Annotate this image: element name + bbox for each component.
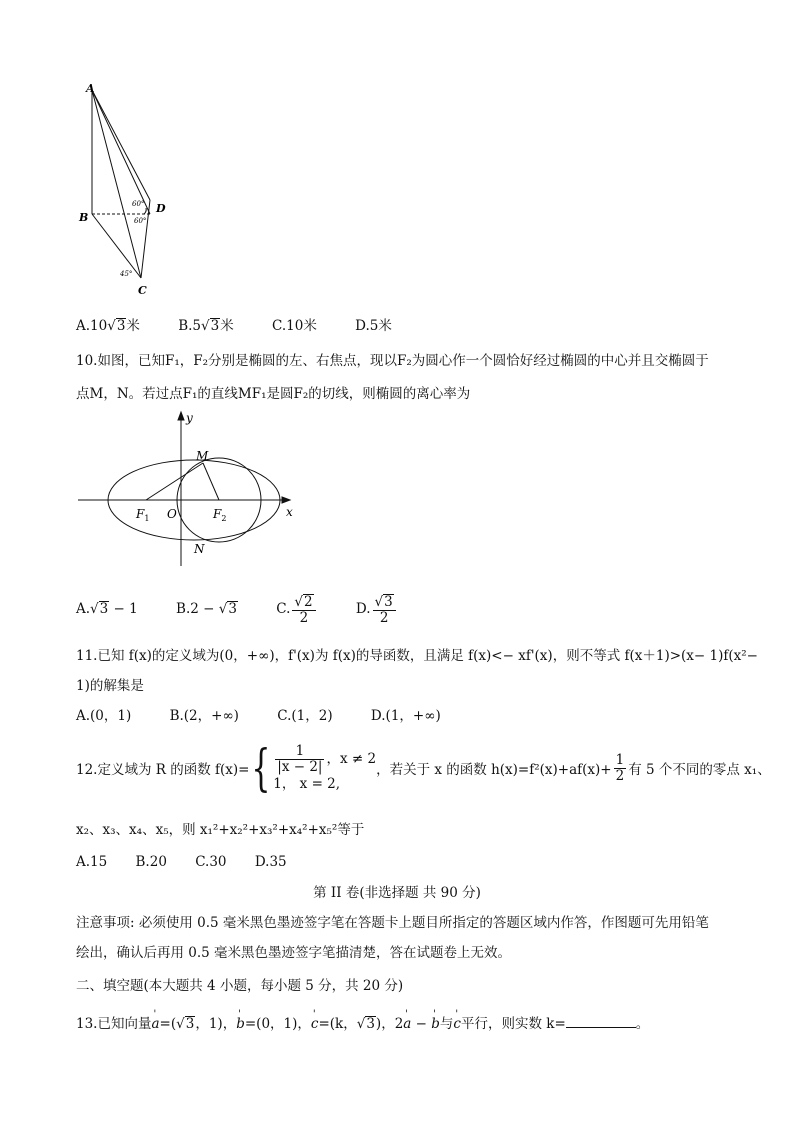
label-A: A	[86, 82, 95, 95]
q10-options	[76, 592, 432, 626]
q11-line2: 1)的解集是	[76, 678, 144, 694]
q9-option-b: B.5√3米	[178, 318, 234, 334]
point-O: O	[167, 507, 177, 521]
vector-a: ' a	[151, 1014, 159, 1034]
label-B: B	[79, 211, 89, 224]
q12-option-c: C.30	[195, 854, 227, 870]
q9-option-c: C.10米	[272, 318, 317, 334]
q12-line2: x₂、x₃、x₄、x₅，则 x₁²+x₂²+x₃²+x₄²+x₅²等于	[76, 822, 365, 838]
q10-option-d: D. $\frac{√3}{2}$	[356, 592, 398, 626]
angle-top: 60°	[132, 200, 145, 208]
q12-option-d: D.35	[254, 854, 287, 870]
part2-note-line1: 注意事项: 必须使用 0.5 毫米黑色墨迹签字笔在答题卡上题目所指定的答题区域内作答，作图题可先用铅笔	[76, 915, 709, 931]
axis-y-label: y	[186, 411, 193, 425]
q9-option-d: D.5米	[355, 318, 392, 334]
q9-option-a: A.10√3米	[76, 318, 140, 334]
point-F2: $F_2$	[213, 507, 227, 523]
q11-option-b: B.(2，+∞)	[169, 708, 239, 724]
q12-option-b: B.20	[135, 854, 167, 870]
angle-bottom: 60°	[134, 217, 147, 225]
q11-option-a: A.(0，1)	[76, 708, 132, 724]
vector-c: ' c	[311, 1014, 319, 1034]
q12-brace: {	[251, 739, 271, 797]
label-D: D	[156, 202, 166, 215]
point-N: N	[194, 542, 205, 556]
q12-options	[76, 852, 311, 872]
section-fill-in-title: 二、填空题(本大题共 4 小题，每小题 5 分，共 20 分)	[76, 978, 404, 994]
vector-b: ' b	[236, 1014, 245, 1034]
q10-option-c: C. $\frac{√2}{2}$	[276, 592, 317, 626]
q10-option-b: B.2 − √3	[176, 601, 237, 617]
ellipse-figure	[76, 408, 306, 570]
q12-prefix: 12.定义域为 R 的函数 f(x)=	[76, 762, 250, 778]
q12-cases: $\frac{1}{|x - 2|}$ ，x ≠ 2 1， x = 2,	[273, 742, 377, 792]
q12-mid: ，若关于 x 的函数 h(x)=f²(x)+af(x)+	[376, 762, 612, 778]
q11-option-c: C.(1，2)	[277, 708, 333, 724]
part2-note-line2: 绘出，确认后再用 0.5 毫米黑色墨迹签字笔描清楚，答在试题卷上无效。	[76, 945, 512, 961]
angle-c: 45°	[120, 270, 133, 278]
q9-options	[76, 316, 426, 336]
part2-title: 第 II 卷(非选择题 共 90 分)	[313, 885, 481, 901]
axis-x-label: x	[286, 505, 293, 519]
q13-answer-blank[interactable]	[566, 1013, 636, 1028]
q12-option-a: A.15	[76, 854, 108, 870]
point-F1: $F_1$	[136, 507, 150, 523]
q10-line2: 点M，N。若过点F₁的直线MF₁是圆F₂的切线，则椭圆的离心率为	[76, 386, 471, 402]
label-C: C	[138, 284, 147, 297]
pyramid-figure	[70, 78, 180, 300]
q11-line1: 11.已知 f(x)的定义域为(0，+∞)，f'(x)为 f(x)的导函数，且满足 f(x)<− xf'(x)，则不等式 f(x＋1)>(x− 1)f(x²−	[76, 648, 758, 664]
q10-option-a: A.√3 − 1	[76, 601, 138, 617]
q10-line1: 10.如图，已知F₁，F₂分别是椭圆的左、右焦点，现以F₂为圆心作一个圆恰好经过椭圆的中心并且交椭圆于	[76, 353, 709, 369]
q11-option-d: D.(1，+∞)	[370, 708, 441, 724]
q12-post: 有 5 个不同的零点 x₁、	[628, 762, 771, 778]
point-M: M	[196, 449, 209, 463]
q12-line1	[76, 738, 771, 798]
q11-options	[76, 706, 475, 726]
q13-line: 13.已知向量' a=(√3，1)，' b=(0，1)，' c=(k，√3)，2' a − ' b与' c平行，则实数 k= 。	[76, 1013, 649, 1034]
q12-half: $\frac{1}{2}$	[615, 751, 625, 784]
